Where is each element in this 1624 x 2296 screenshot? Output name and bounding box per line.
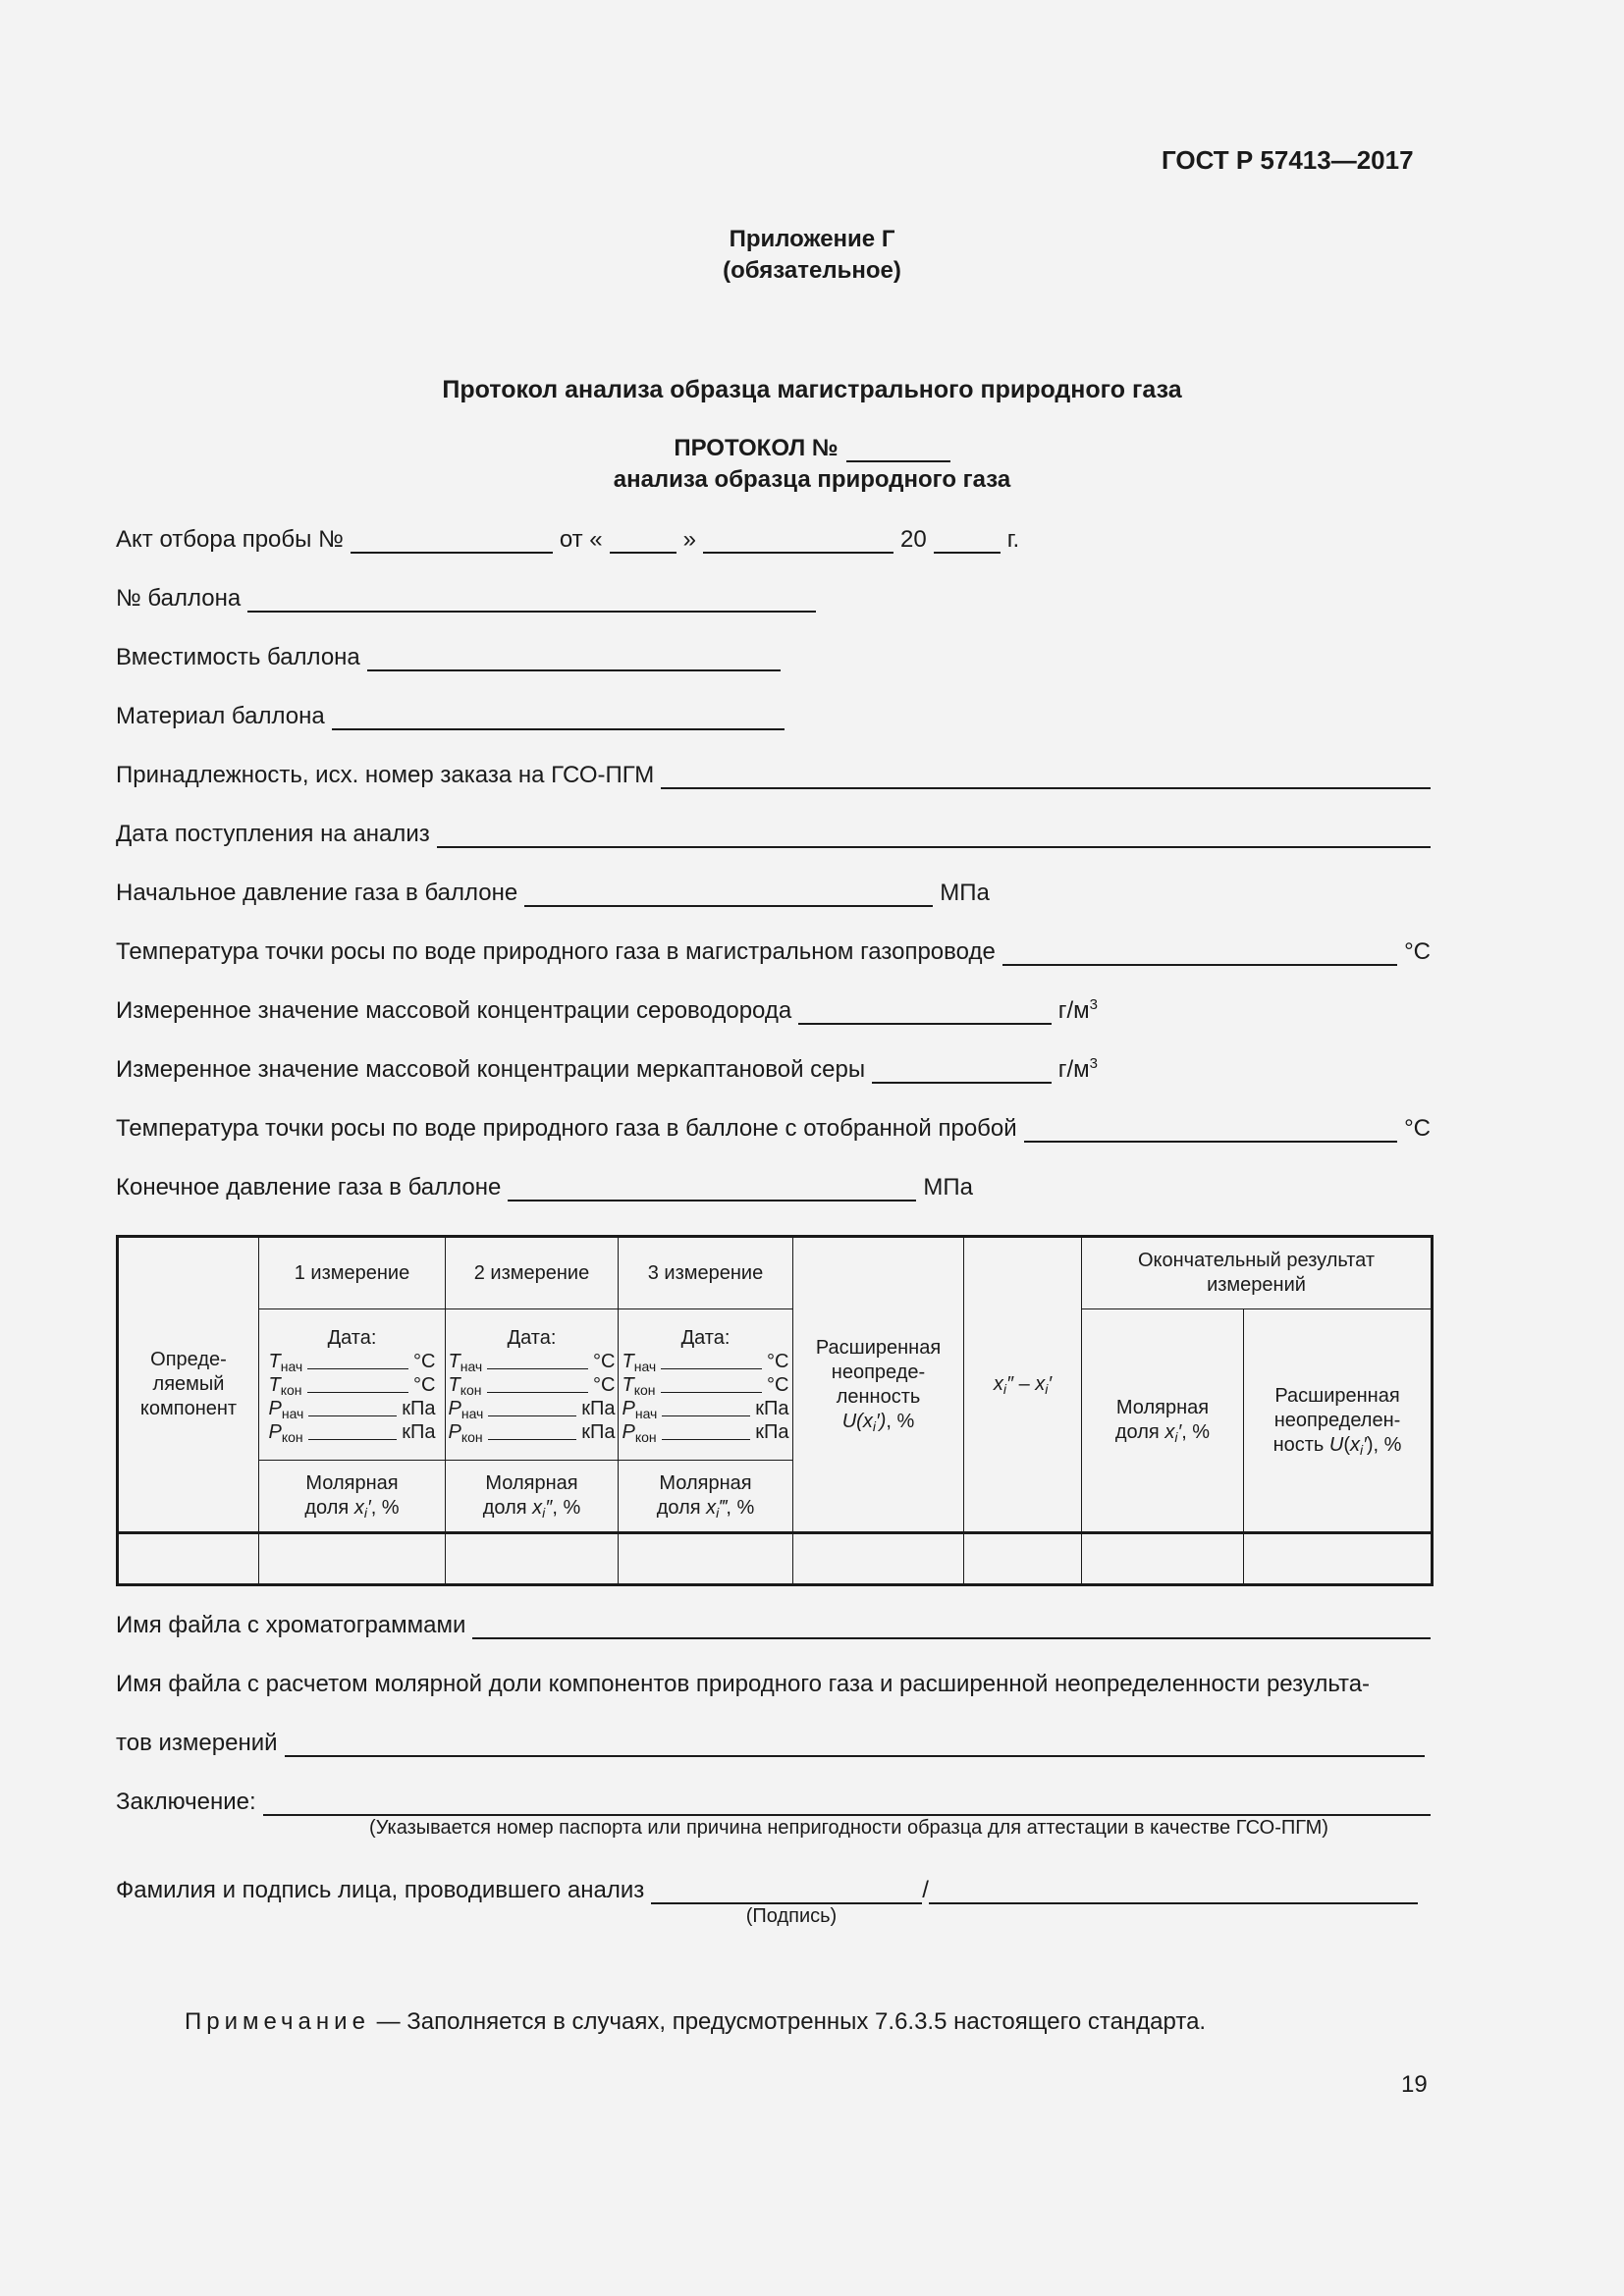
ownership-label: Принадлежность, исх. номер заказа на ГСО-ПГМ: [116, 762, 655, 788]
data-cell[interactable]: [1244, 1533, 1433, 1585]
dew-point-pipeline-line: [116, 933, 1431, 966]
initial-pressure-label: Начальное давление газа в баллоне: [116, 880, 518, 906]
data-cell[interactable]: [964, 1533, 1082, 1585]
molar-1-header: Молярная доля $x_i'$, %: [259, 1461, 446, 1533]
condition-field[interactable]: [662, 1415, 750, 1416]
conditions-cell-1: [259, 1309, 446, 1461]
h2s-field[interactable]: [798, 997, 1052, 1025]
mercaptan-line: [116, 1050, 1098, 1084]
act-number-field[interactable]: [351, 526, 553, 554]
final-pressure-unit: МПа: [923, 1174, 973, 1201]
calc-file-line-2: [116, 1724, 1425, 1757]
measurement-2-header: 2 измерение: [446, 1237, 619, 1309]
note-text: — Заполняется в случаях, предусмотренных 7.6.3.5 настоящего стандарта.: [369, 2008, 1207, 2035]
conclusion-line: [116, 1783, 1431, 1816]
data-cell[interactable]: [619, 1533, 793, 1585]
act-quote-close: »: [682, 526, 696, 553]
dew-point-pipeline-label: Температура точки росы по воде природного газа в магистральном газопроводе: [116, 938, 996, 965]
chrom-file-line: [116, 1606, 1431, 1639]
condition-field[interactable]: [661, 1392, 763, 1393]
protocol-subtitle: анализа образца природного газа: [613, 466, 1011, 493]
act-label: Акт отбора пробы №: [116, 526, 344, 553]
cylinder-capacity-field[interactable]: [367, 644, 781, 671]
calc-file-line: [116, 1665, 1431, 1698]
h2s-unit: $г/м^3$: [1057, 996, 1098, 1024]
measurement-1-header: 1 измерение: [259, 1237, 446, 1309]
molar-2-header: Молярная доля $x_i''$, %: [446, 1461, 619, 1533]
chrom-file-field[interactable]: [472, 1612, 1431, 1639]
condition-row: $P_{нач}$ кПа: [268, 1397, 436, 1421]
initial-pressure-unit: МПа: [940, 880, 990, 906]
calc-file-label-2: тов измерений: [116, 1730, 278, 1756]
results-table: [116, 1235, 1434, 1586]
dew-point-pipeline-unit: °С: [1404, 938, 1431, 965]
conditions-1: [263, 1326, 441, 1444]
final-pressure-field[interactable]: [508, 1174, 916, 1201]
condition-field[interactable]: [307, 1392, 409, 1393]
final-molar-header: Молярная доля $x_i'$, %: [1082, 1309, 1244, 1533]
condition-field[interactable]: [488, 1439, 577, 1440]
uncertainty-symbol: $U(x_i')$, %: [841, 1410, 915, 1434]
appendix-title: Приложение Г: [729, 226, 895, 252]
protocol-number-field[interactable]: [846, 439, 950, 462]
cylinder-material-field[interactable]: [332, 703, 785, 730]
condition-row: $T_{нач}$ °С: [622, 1350, 789, 1374]
data-cell[interactable]: [1082, 1533, 1244, 1585]
data-cell[interactable]: [793, 1533, 964, 1585]
ownership-field[interactable]: [661, 762, 1431, 789]
signer-slash: /: [922, 1877, 929, 1903]
act-year-suffix: г.: [1006, 526, 1020, 553]
act-year-field[interactable]: [934, 526, 1001, 554]
conclusion-field[interactable]: [263, 1789, 1431, 1816]
initial-pressure-field[interactable]: [524, 880, 933, 907]
protocol-number-label: ПРОТОКОЛ №: [674, 435, 839, 461]
final-uncertainty-header: Расширенная неопределен- ность $U(x_i')$, %: [1244, 1309, 1433, 1533]
standard-code: ГОСТ Р 57413—2017: [1162, 145, 1414, 175]
act-line: [116, 520, 1098, 554]
dew-point-cylinder-line: [116, 1109, 1431, 1143]
condition-row: $T_{кон}$ °С: [268, 1373, 436, 1398]
condition-row: $P_{кон}$ кПа: [448, 1420, 616, 1445]
h2s-label: Измеренное значение массовой концентрации сероводорода: [116, 997, 792, 1024]
signature-hint: (Подпись): [745, 1905, 838, 1927]
ownership-line: [116, 756, 1431, 789]
act-from: от «: [559, 526, 603, 553]
conditions-cell-2: [446, 1309, 619, 1461]
difference-header: $x_i'' - x_i'$: [964, 1237, 1082, 1533]
condition-field[interactable]: [308, 1439, 398, 1440]
cylinder-capacity-line: [116, 638, 787, 671]
chrom-file-label: Имя файла с хроматограммами: [116, 1612, 466, 1638]
condition-row: $T_{нач}$ °С: [268, 1350, 436, 1374]
conditions-cell-3: [619, 1309, 793, 1461]
cylinder-number-field[interactable]: [247, 585, 816, 613]
note: [185, 2008, 1206, 2036]
signature-field[interactable]: [651, 1877, 922, 1904]
receipt-date-line: [116, 815, 1431, 848]
dew-point-pipeline-field[interactable]: [1002, 938, 1397, 966]
initial-pressure-line: [116, 874, 1019, 907]
dew-point-cylinder-label: Температура точки росы по воде природного газа в баллоне с отобранной пробой: [116, 1115, 1017, 1142]
mercaptan-label: Измеренное значение массовой концентрации меркаптановой серы: [116, 1056, 866, 1083]
date-label: Дата:: [680, 1326, 731, 1349]
cylinder-material-label: Материал баллона: [116, 703, 325, 729]
signer-line: [116, 1871, 1418, 1904]
data-cell[interactable]: [259, 1533, 446, 1585]
receipt-date-label: Дата поступления на анализ: [116, 821, 430, 847]
condition-row: $T_{кон}$ °С: [622, 1373, 789, 1398]
act-day-field[interactable]: [610, 526, 677, 554]
condition-row: $P_{нач}$ кПа: [622, 1397, 789, 1421]
condition-field[interactable]: [662, 1439, 751, 1440]
note-label: Примечание: [185, 2008, 370, 2035]
condition-row: $P_{кон}$ кПа: [622, 1420, 789, 1445]
data-cell[interactable]: [446, 1533, 619, 1585]
act-month-field[interactable]: [703, 526, 893, 554]
conclusion-label: Заключение:: [116, 1789, 256, 1815]
cylinder-number-label: № баллона: [116, 585, 242, 612]
molar-3-header: Молярная доля $x_i‴$, %: [619, 1461, 793, 1533]
page-number: 19: [1401, 2071, 1428, 2098]
conditions-3: [623, 1326, 788, 1444]
act-year-prefix: 20: [900, 526, 927, 553]
conclusion-hint: (Указывается номер паспорта или причина непригодности образца для аттестации в качестве ГСО-ПГМ): [369, 1817, 1328, 1839]
calc-file-field[interactable]: [285, 1730, 1425, 1757]
final-pressure-label: Конечное давление газа в баллоне: [116, 1174, 502, 1201]
dew-point-cylinder-unit: °С: [1404, 1115, 1431, 1142]
condition-row: $P_{кон}$ кПа: [268, 1420, 436, 1445]
dew-point-cylinder-field[interactable]: [1024, 1115, 1397, 1143]
signer-name-field[interactable]: [929, 1877, 1418, 1904]
condition-field[interactable]: [487, 1368, 588, 1369]
condition-field[interactable]: [487, 1392, 589, 1393]
conditions-2: [450, 1326, 614, 1444]
h2s-line: [116, 991, 1098, 1025]
receipt-date-field[interactable]: [437, 821, 1431, 848]
mercaptan-unit: $г/м^3$: [1057, 1055, 1098, 1083]
date-label: Дата:: [327, 1326, 377, 1349]
protocol-number-line: [0, 435, 1624, 462]
expanded-uncertainty-header: Расширенная неопреде- ленность $U(x_i')$, %: [793, 1237, 964, 1533]
component-header: Опреде- ляемый компонент: [118, 1237, 259, 1533]
condition-row: $T_{кон}$ °С: [448, 1373, 616, 1398]
measurement-3-header: 3 измерение: [619, 1237, 793, 1309]
appendix-status: (обязательное): [723, 257, 901, 284]
final-result-header: Окончательный результат измерений: [1082, 1237, 1433, 1309]
condition-row: $T_{нач}$ °С: [448, 1350, 616, 1374]
condition-field[interactable]: [661, 1368, 762, 1369]
mercaptan-field[interactable]: [872, 1056, 1052, 1084]
condition-field[interactable]: [307, 1368, 408, 1369]
protocol-title: Протокол анализа образца магистрального природного газа: [442, 376, 1182, 403]
final-pressure-line: [116, 1168, 1019, 1201]
condition-row: $P_{нач}$ кПа: [448, 1397, 616, 1421]
cylinder-number-line: [116, 579, 823, 613]
condition-field[interactable]: [488, 1415, 576, 1416]
signer-label: Фамилия и подпись лица, проводившего анализ: [116, 1877, 645, 1903]
data-cell[interactable]: [118, 1533, 259, 1585]
condition-field[interactable]: [308, 1415, 397, 1416]
calc-file-label: Имя файла с расчетом молярной доли компонентов природного газа и расширенной неопределенности результа-: [116, 1671, 1371, 1697]
date-label: Дата:: [507, 1326, 557, 1349]
cylinder-material-line: [116, 697, 791, 730]
cylinder-capacity-label: Вместимость баллона: [116, 644, 360, 670]
